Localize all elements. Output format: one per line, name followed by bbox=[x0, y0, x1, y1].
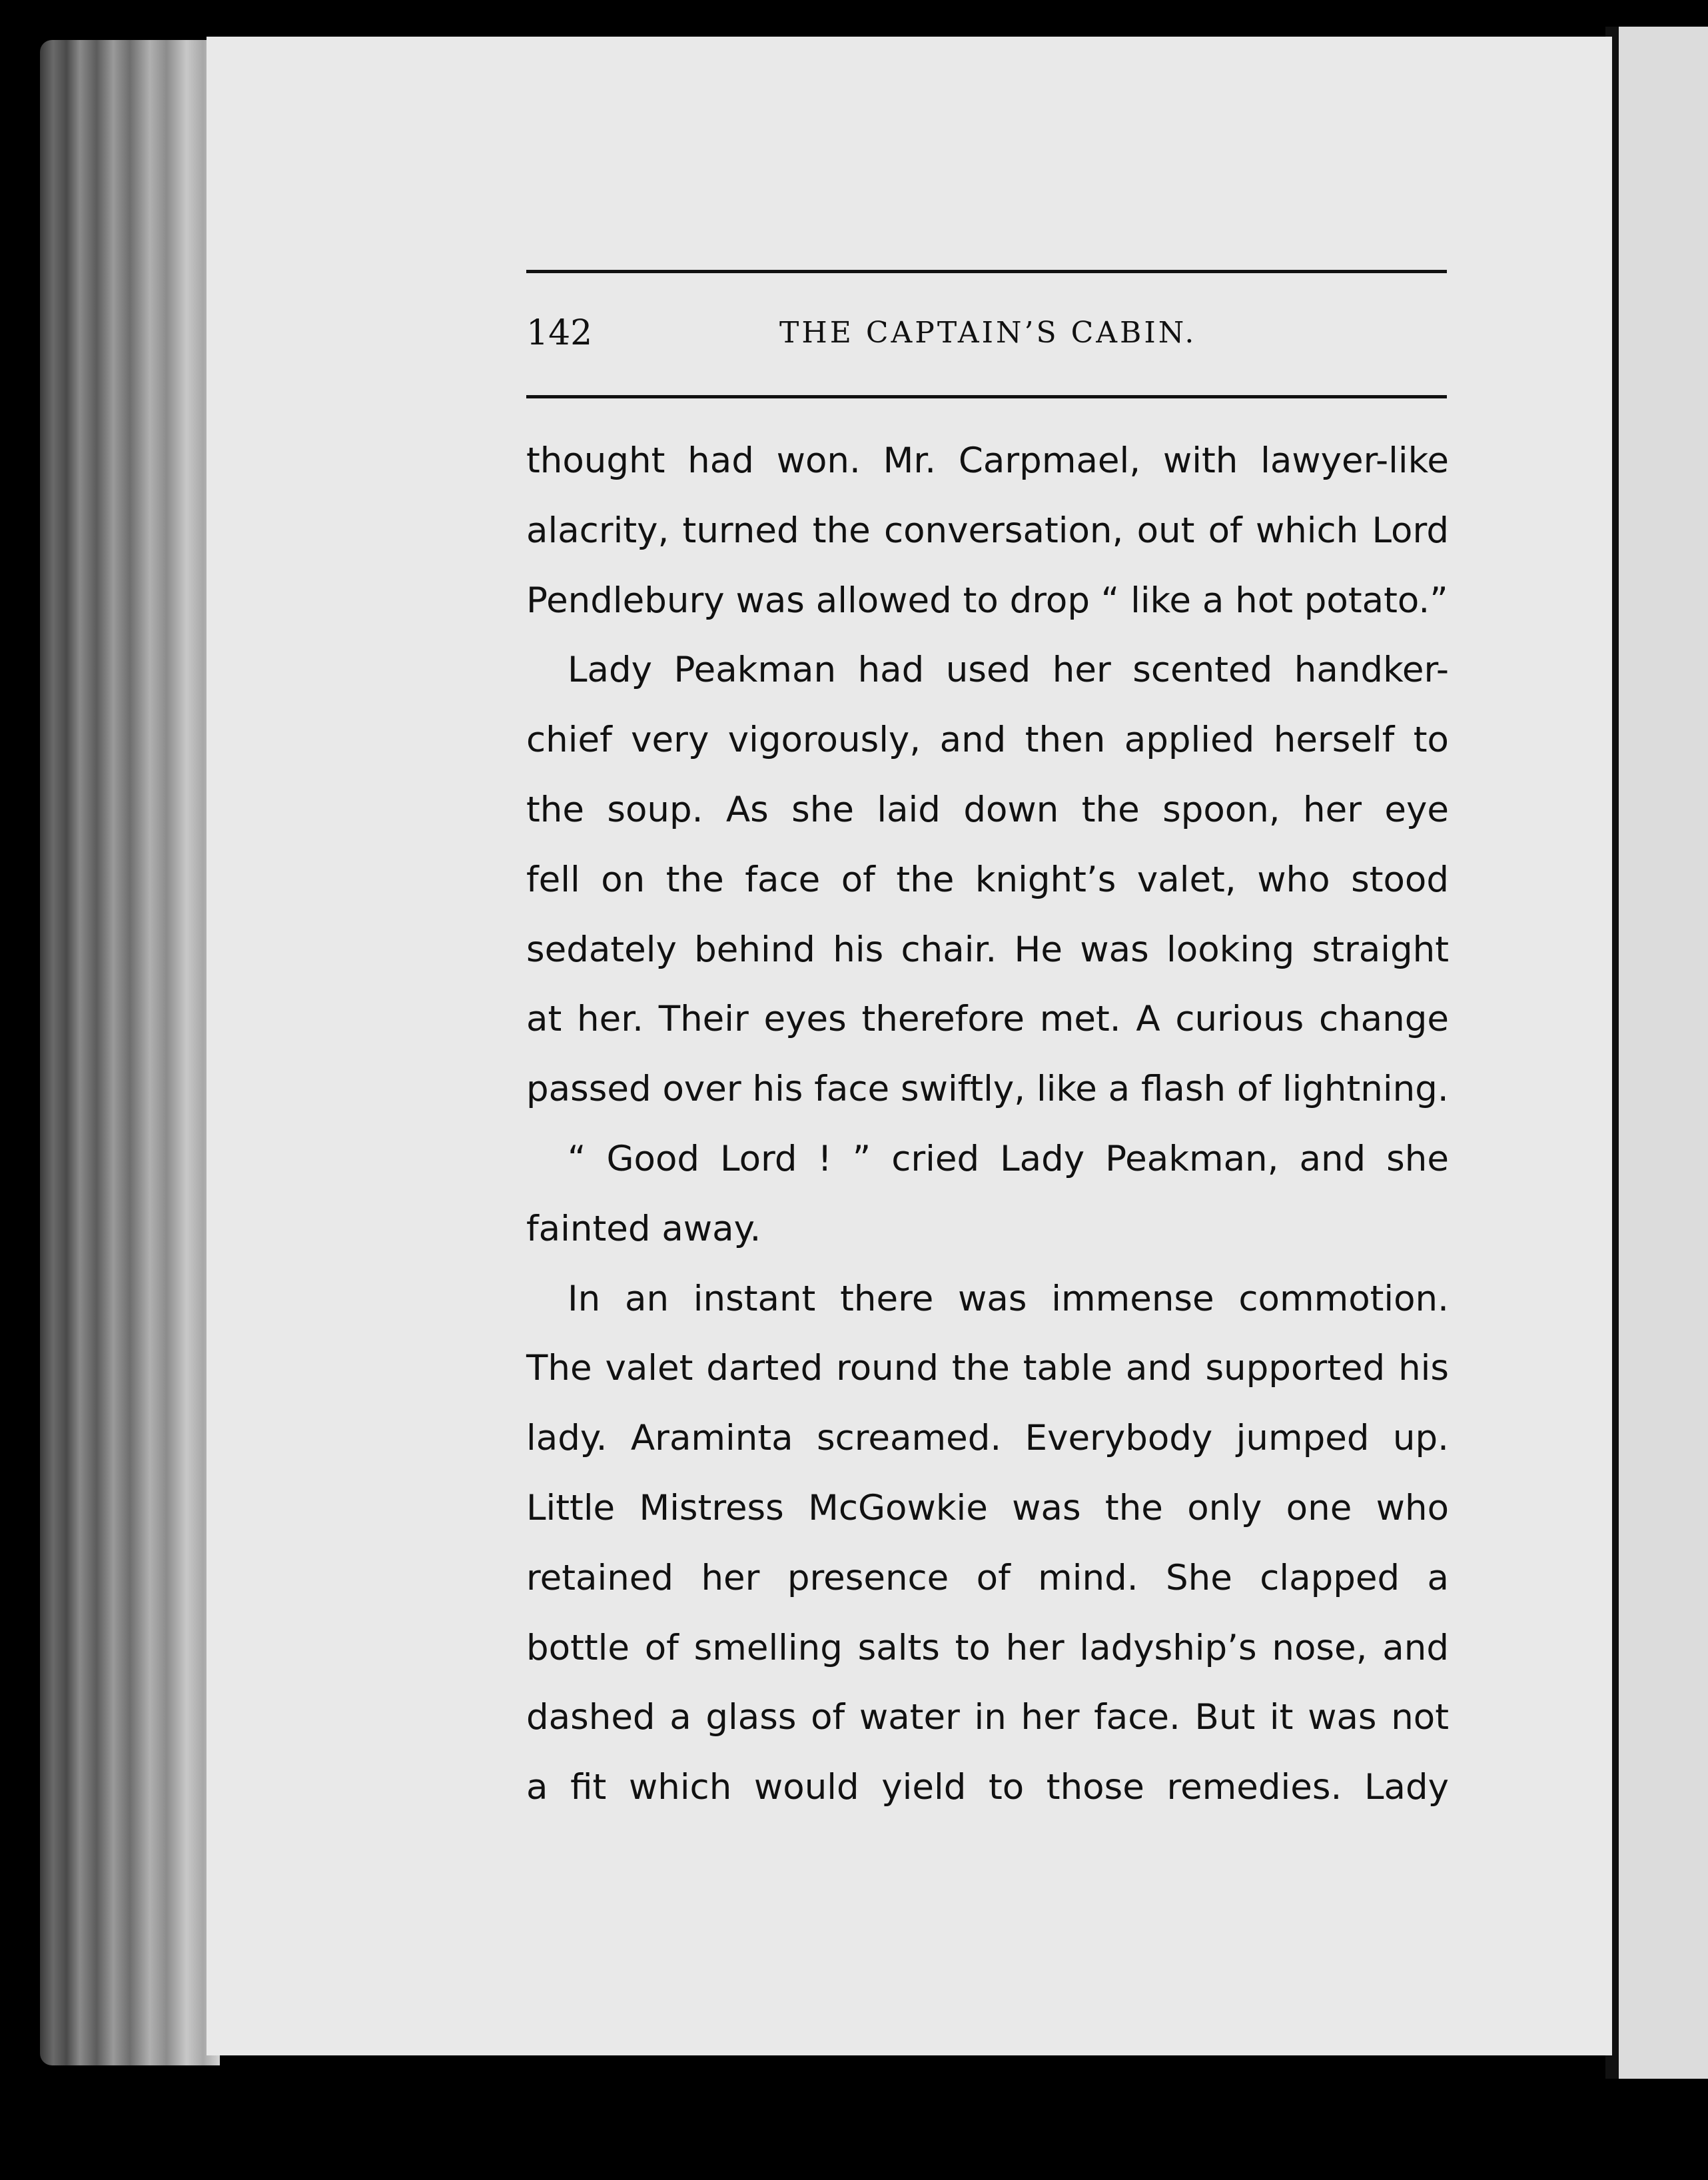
running-title: THE CAPTAIN’S CABIN. bbox=[779, 316, 1197, 350]
text-line: thought had won. Mr. Carpmael, with lawyer-like bbox=[526, 440, 1449, 481]
text-line: Little Mistress McGowkie was the only one who bbox=[526, 1487, 1449, 1528]
text-line: alacrity, turned the conversation, out of which Lord bbox=[526, 510, 1449, 551]
text-line: “ Good Lord ! ” cried Lady Peakman, and she bbox=[568, 1138, 1449, 1179]
text-line: chief very vigorously, and then applied herself to bbox=[526, 720, 1449, 761]
page-edges bbox=[40, 40, 220, 2065]
text-line: passed over his face swiftly, like a flash of lightning. bbox=[526, 1069, 1449, 1110]
text-line: dashed a glass of water in her face. But it was not bbox=[526, 1697, 1449, 1738]
text-line: the soup. As she laid down the spoon, her eye bbox=[526, 789, 1449, 830]
facing-page-edge bbox=[1619, 27, 1708, 2079]
text-line: fell on the face of the knight’s valet, who stood bbox=[526, 859, 1449, 900]
text-line: fainted away. bbox=[526, 1208, 761, 1249]
header-rule-bottom bbox=[526, 395, 1447, 398]
text-line: lady. Araminta screamed. Everybody jumped up. bbox=[526, 1418, 1449, 1459]
text-line: Pendlebury was allowed to drop “ like a hot potato.” bbox=[526, 580, 1448, 621]
text-line: a fit which would yield to those remedies. Lady bbox=[526, 1767, 1449, 1808]
header-rule-top bbox=[526, 270, 1447, 273]
running-head bbox=[526, 313, 1447, 360]
text-line: In an instant there was immense commotion. bbox=[568, 1278, 1449, 1319]
text-line: sedately behind his chair. He was looking straight bbox=[526, 929, 1449, 970]
text-line: retained her presence of mind. She clapped a bbox=[526, 1557, 1449, 1598]
text-line: Lady Peakman had used her scented handker- bbox=[568, 650, 1449, 691]
text-line: bottle of smelling salts to her ladyship’s nose, and bbox=[526, 1627, 1449, 1668]
text-line: The valet darted round the table and supported his bbox=[526, 1348, 1449, 1389]
page-number: 142 bbox=[526, 313, 593, 353]
body-text bbox=[526, 426, 1449, 1823]
text-line: at her. Their eyes therefore met. A curious change bbox=[526, 999, 1449, 1040]
